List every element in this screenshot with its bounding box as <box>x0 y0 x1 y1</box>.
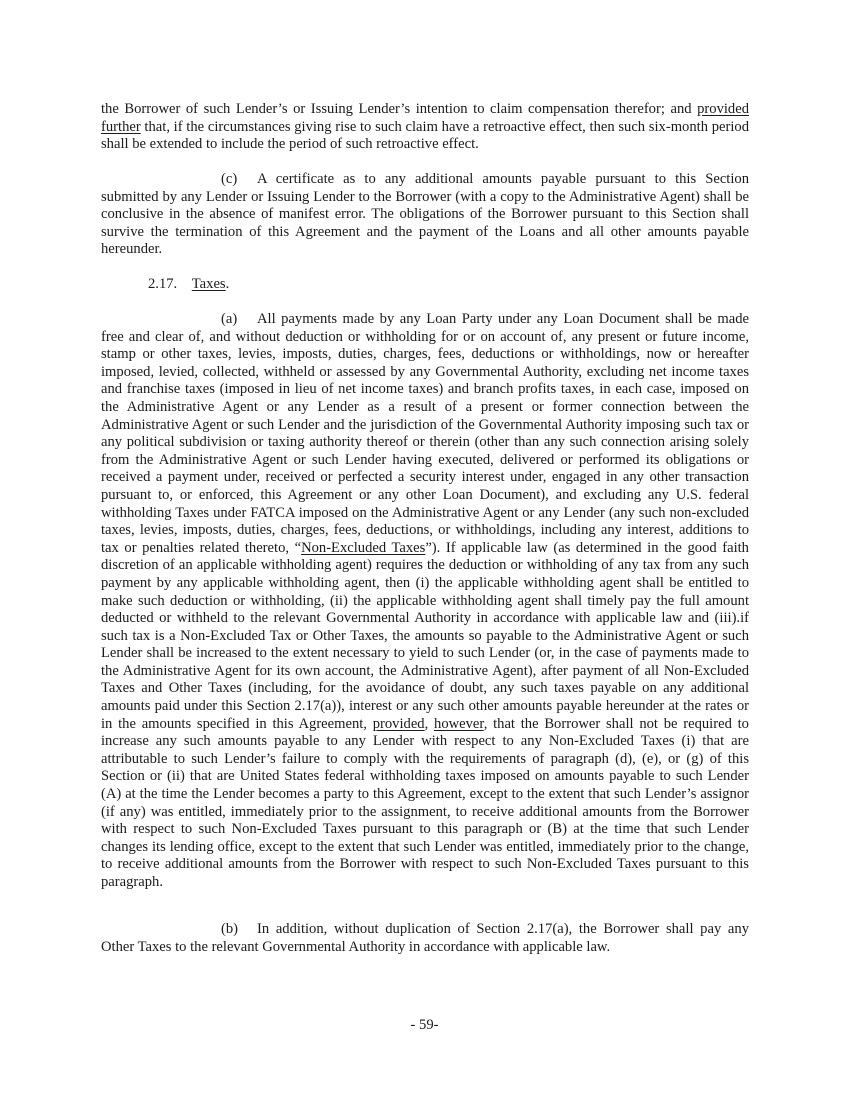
paragraph-b <box>101 921 749 956</box>
paragraph-c <box>101 171 749 259</box>
paragraph-c-text: A certificate as to any additional amounts payable pursuant to this Section submitted by any Lender or Issuing Lender to the Borrower (with a copy to the Administrative Agent) shall be conclusive in the absence of manifest error. The obligations of the Borrower pursuant to this Section shall survive the termination of this Agreement and the payment of the Loans and all other amounts payable hereunder. <box>101 171 749 258</box>
paragraph-b-text: In addition, without duplication of Section 2.17(a), the Borrower shall pay any Other Taxes to the relevant Governmental Authority in accordance with applicable law. <box>101 921 749 955</box>
provided-underlined-a: provided <box>372 715 425 732</box>
section-title-suffix: . <box>225 276 230 292</box>
provided-underlined: provided <box>697 101 749 117</box>
section-title: Taxes <box>191 276 226 292</box>
paragraph-a-text-3: , <box>424 715 435 732</box>
paragraph-a-text-4: , that the Borrower shall not be required to increase any such amounts payable to any Lender with respect to any Non-Excluded Taxes (i) that are attributable to such Lender’s failure to comply with the requirements of paragraph (d), (e), or (g) of this Section or (ii) that are United States federal withholding taxes imposed on amounts payable to such Lender (A) at the time the Lender becomes a party to this Agreement, except to the extent that such Lender’s assignor (if any) was entitled, immediately prior to the assignment, to receive additional amounts from the Borrower with respect to such Non-Excluded Taxes pursuant to this paragraph or (B) at the time that such Lender changes its lending office, except to the extent that such Lender was entitled, immediately prior to the change, to receive additional amounts from the Borrower with respect to such Non-Excluded Taxes pursuant to this paragraph. <box>101 715 749 890</box>
paragraph-continuation <box>101 101 749 154</box>
section-number: 2.17. <box>148 276 178 292</box>
however-underlined: however <box>434 715 484 732</box>
paragraph-a <box>101 311 749 892</box>
paragraph-a-label: (a) <box>221 311 238 327</box>
paragraph-b-label: (b) <box>221 921 239 937</box>
further-underlined: further <box>101 118 141 135</box>
section-heading <box>148 276 229 294</box>
paragraph-a-text-2: ”). If applicable law (as determined in the good faith discretion of an applicable withholding agent) requires the deduction or withholding of any tax from any such payment by any applicable withholding agent, then (i) the applicable withholding agent shall be entitled to make such deduction or withholding, (ii) the applicable withholding agent shall timely pay the full amount deducted or withheld to the relevant Governmental Authority in accordance with applicable law and (iii).if such tax is a Non-Excluded Tax or Other Taxes, the amounts so payable to the Administrative Agent or such Lender shall be increased to the extent necessary to yield to such Lender (or, in the case of payments made to the Administrative Agent for its own account, the Administrative Agent), after payment of all Non-Excluded Taxes and Other Taxes (including, for the avoidance of doubt, any such taxes payable on any additional amounts paid under this Section 2.17(a)), interest or any such other amounts payable hereunder at the rates or in the amounts specified in this Agreement, <box>101 539 749 732</box>
paragraph-continuation-text-1: the Borrower of such Lender’s or Issuing Lender’s intention to claim compensation therefor; and <box>101 101 698 117</box>
paragraph-c-label: (c) <box>221 171 238 187</box>
non-excluded-taxes-defined-term: Non-Excluded Taxes <box>301 539 426 556</box>
paragraph-continuation-text-3: that, if the circumstances giving rise to such claim have a retroactive effect, then such six-month period shall be extended to include the period of such retroactive effect. <box>101 118 749 153</box>
paragraph-a-text-1: All payments made by any Loan Party under any Loan Document shall be made free and clear of, and without deduction or withholding for or on account of, any present or future income, stamp or other taxes, levies, imposts, duties, charges, fees, deductions or withholdings, now or hereafter imposed, levied, collected, withheld or assessed by any Governmental Authority, excluding net income taxes and franchise taxes (imposed in lieu of net income taxes) and branch profits taxes, in each case, imposed on the Administrative Agent or any Lender as a result of a present or former connection between the Administrative Agent or such Lender and the jurisdiction of the Governmental Authority imposing such tax or any political subdivision or taxing authority thereof or therein (other than any such connection arising solely from the Administrative Agent or such Lender having executed, delivered or performed its obligations or received a payment under, received or perfected a security interest under, engaged in any other transaction pursuant to, or enforced, this Agreement or any other Loan Document), and excluding any U.S. federal withholding Taxes under FATCA imposed on the Administrative Agent or any Lender (any such non-excluded taxes, levies, imposts, duties, charges, fees, deductions, or withholdings, including any interest, additions to tax or penalties related thereto, “ <box>101 311 749 556</box>
page-number: - 59- <box>410 1017 439 1033</box>
